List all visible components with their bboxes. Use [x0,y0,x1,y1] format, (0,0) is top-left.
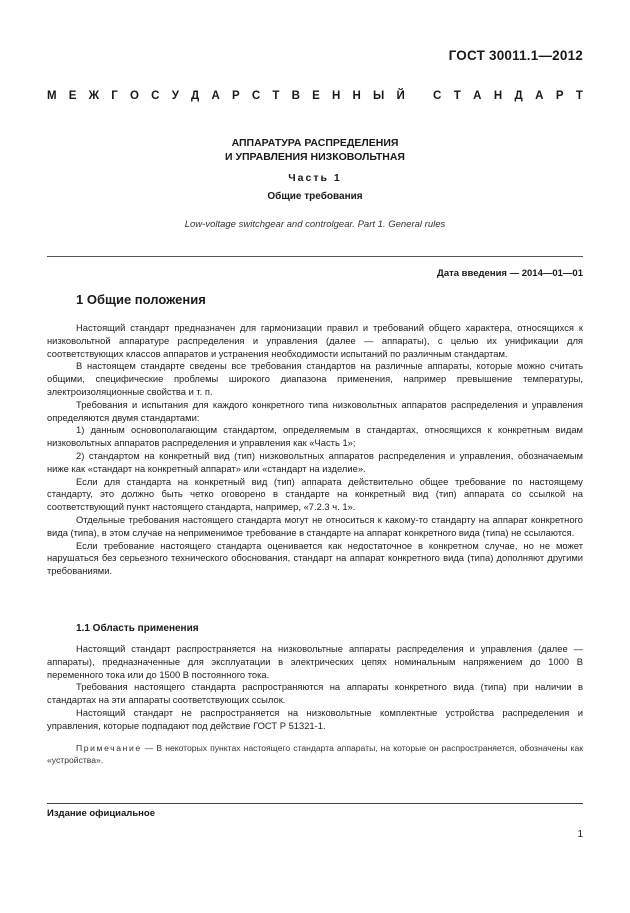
section-1-1-heading: 1.1 Область применения [76,623,199,634]
banner-letter: Е [68,90,77,102]
document-title [0,136,630,164]
document-subtitle: Общие требования [267,191,363,202]
banner-letter: Т [575,90,583,102]
paragraph: Если для стандарта на конкретный вид (тип) аппарата действительно общее требование по настоящему стандарту, это должно быть четко оговорено в стандарте на конкретный вид (тип) аппарата со ссылкой на соответствующий пункт настоящего стандарта, например, «7.2.3 ч. 1». [47,475,583,513]
section-1-1-body [47,643,583,733]
note-label: Примечание [76,743,142,753]
paragraph: Настоящий стандарт распространяется на низковольтные аппараты распределения и управления (далее — аппараты), предназначенные для эксплуатации в электрических цепях номинальным напряжением до 1000 В переменного тока или до 1500 В постоянного тока. [47,643,583,680]
banner-word-interstate [47,90,405,102]
banner-letter: Ж [88,90,100,102]
banner-letter: Ы [373,90,385,102]
banner-letter: Н [493,90,503,102]
section-1-heading: 1 Общие положения [76,292,206,307]
banner-letter: М [47,90,57,102]
banner-letter: А [473,90,482,102]
paragraph: 1) данным основополагающим стандартом, определяемым в стандартах, относящихся к конкретным видам низковольтных аппаратов распределения и управления как «Часть 1»; [47,424,583,449]
banner-letter: Й [396,90,405,102]
paragraph: Настоящий стандарт предназначен для гармонизации правил и требований общего характера, относящихся к низковольтной аппаратуре распределения и управления (далее — аппараты), с целью их унификации для соответствующих классов аппаратов и устранения необходимости испытаний по различным стандартам. [47,322,583,359]
banner-letter: А [211,90,220,102]
banner-letter: Е [312,90,320,102]
paragraph: Если требование настоящего стандарта оценивается как недостаточное в конкретном случае, но не может нарушаться без серьезного технического обоснования, стандарт на аппарат конкретного вида (типа) дополняют другими требованиями. [47,539,583,577]
banner-letter: В [291,90,300,102]
banner-letter: Г [111,90,118,102]
banner-letter: Т [272,90,280,102]
note [47,742,583,766]
banner-letter: А [535,90,544,102]
paragraph: Настоящий стандарт не распространяется на низковольтные комплектные устройства распределения и управления, которые подпадают под действие ГОСТ Р 51321-1. [47,706,583,731]
banner-letter: Р [231,90,240,102]
official-edition-label: Издание официальное [47,808,155,819]
footer-divider [47,803,583,804]
note-text: — В некоторых пунктах настоящего стандарта аппараты, на которые он распространяется, обозначены как «устройства». [47,743,583,765]
banner-letter: С [151,90,160,102]
paragraph: Отдельные требования настоящего стандарта могут не относиться к какому-то стандарту на аппарат конкретного вида (типа), в этом случае на неприменимое требование в стандарте на аппарат конкретного вида (типа) не ссылаются. [47,513,583,538]
title-divider [47,256,583,257]
page-number: 1 [577,829,583,840]
banner-letter: Т [453,90,461,102]
standard-code: ГОСТ 30011.1—2012 [448,48,583,63]
banner-letter: Д [514,90,523,102]
paragraph: 2) стандартом на конкретный вид (тип) низковольтных аппаратов распределения и управления, обозначаемым ниже как «стандарт на конкретный аппарат» или «стандарт на изделие». [47,449,583,474]
paragraph: Требования и испытания для каждого конкретного типа низковольтных аппаратов распределения и управления определяются двумя стандартами: [47,398,583,423]
part-label: Часть 1 [288,172,342,184]
banner-letter: У [171,90,179,102]
banner-word-standard [433,90,583,102]
banner-letter: Н [331,90,341,102]
banner-letter: О [130,90,139,102]
title-line-1: АППАРАТУРА РАСПРЕДЕЛЕНИЯ [231,137,399,149]
title-line-2: И УПРАВЛЕНИЯ НИЗКОВОЛЬТНАЯ [225,151,405,163]
banner-letter: Н [352,90,361,102]
banner-letter: С [251,90,261,102]
english-title: Low-voltage switchgear and controlgear. Part 1. General rules [184,219,446,230]
banner-letter: С [433,90,442,102]
paragraph: Требования настоящего стандарта распространяются на аппараты конкретного вида (типа) при наличии в стандартах на эти аппараты соответствующих ссылок. [47,681,583,706]
standard-type-banner [47,90,583,102]
banner-letter: Р [555,90,564,102]
section-1-body [47,322,583,578]
paragraph: В настоящем стандарте сведены все требования стандартов на различные аппараты, которые можно считать общими, специфические проблемы широкого диапазона применения, например превышение температуры, электроизоляционные свойства и т. п. [47,360,583,397]
banner-letter: Д [191,90,200,102]
introduction-date: Дата введения — 2014—01—01 [437,268,583,279]
